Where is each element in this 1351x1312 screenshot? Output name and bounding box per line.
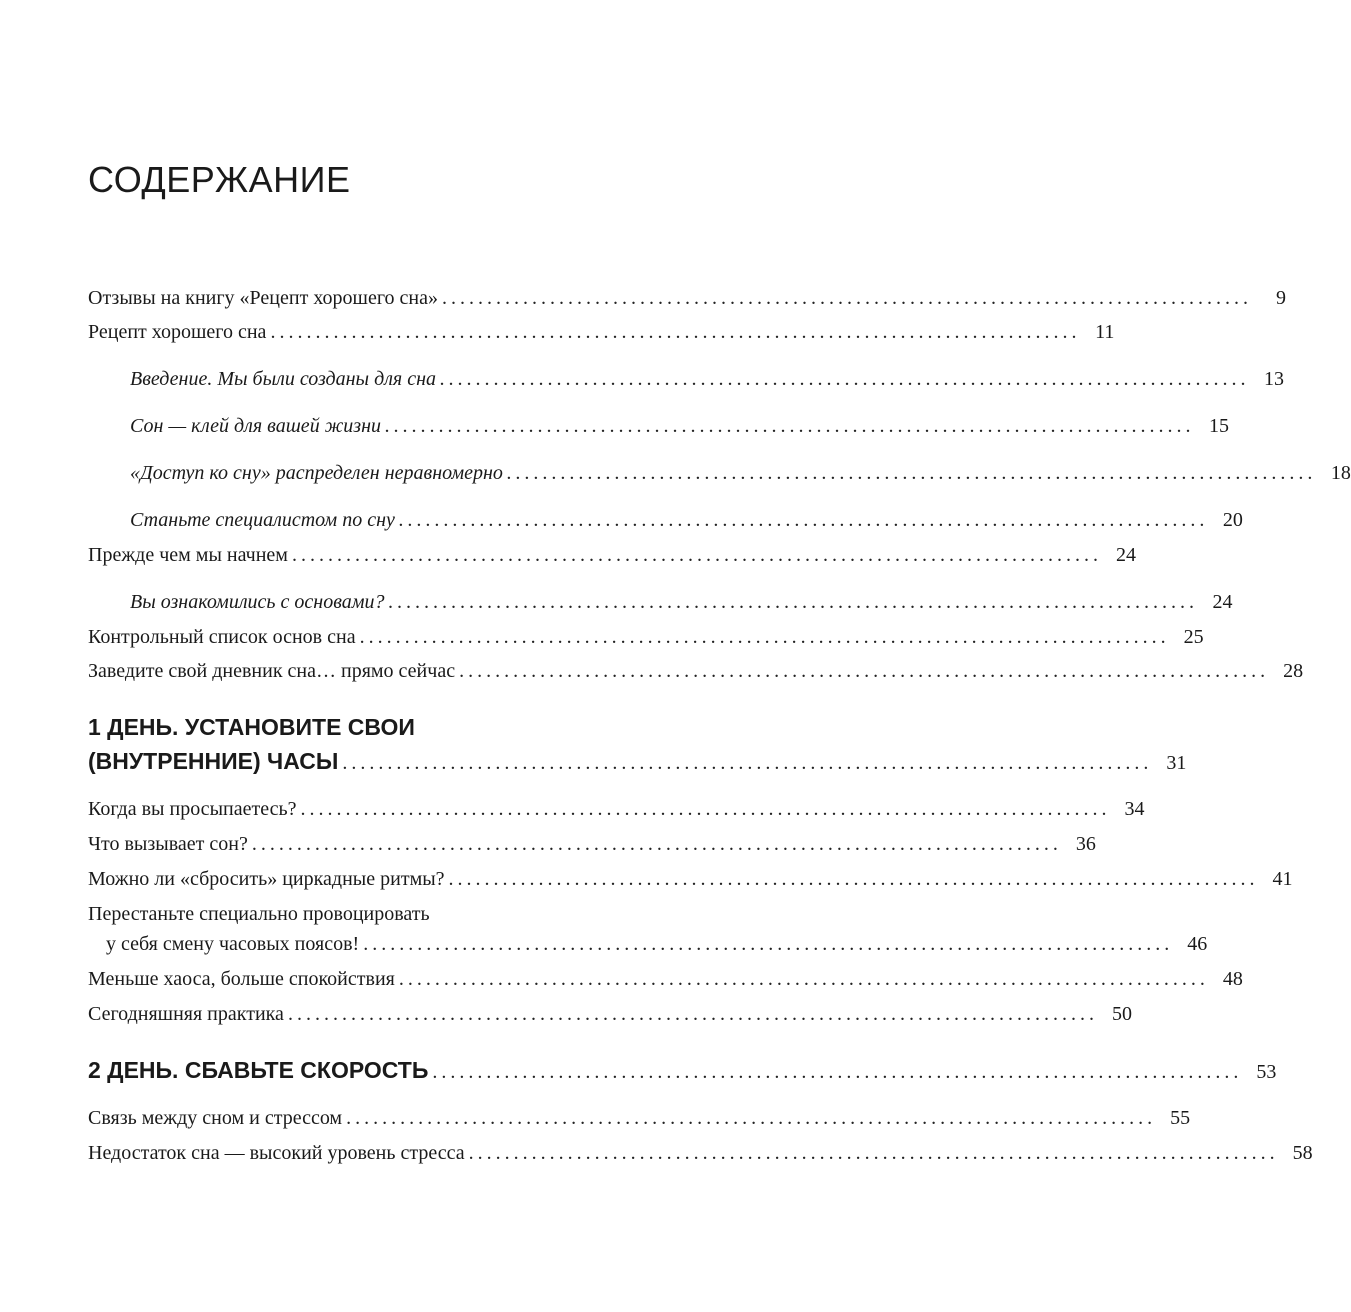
toc-leader-dots: .......................................................................................... — [506, 462, 1317, 484]
toc-leader-dots: .......................................................................................... — [440, 368, 1251, 390]
toc-leader-dots: .......................................................................................... — [468, 1142, 1279, 1164]
toc-entry-page: 24 — [1212, 591, 1233, 613]
toc-entry-page: 15 — [1209, 415, 1230, 437]
toc-entry-page: 58 — [1292, 1142, 1313, 1164]
toc-leader-dots: .......................................................................................... — [459, 660, 1270, 682]
toc-leader-dots: .......................................................................................... — [359, 626, 1170, 648]
toc-leader-dots: .......................................................................................... — [251, 833, 1062, 855]
toc-entry-page: 25 — [1183, 626, 1204, 648]
toc-leader-dots: .......................................................................................... — [291, 544, 1102, 566]
toc-entry-label: Заведите свой дневник сна… прямо сейчас — [88, 660, 456, 682]
toc-entry[interactable] — [88, 999, 1132, 1029]
toc-subentry[interactable] — [130, 458, 1351, 488]
toc-entry-page: 41 — [1272, 868, 1293, 890]
toc-entry[interactable] — [88, 317, 1115, 347]
toc-leader-dots: .......................................................................................... — [300, 798, 1111, 820]
toc-entry-label: Связь между сном и стрессом — [88, 1107, 343, 1129]
toc-entry-page: 24 — [1115, 544, 1136, 566]
toc-entry-label: Что вызывает сон? — [88, 833, 248, 855]
toc-entry[interactable] — [106, 929, 1208, 959]
toc-entry[interactable] — [88, 283, 1286, 313]
toc-entry-page: 20 — [1222, 509, 1243, 531]
toc-entry-page: 46 — [1187, 933, 1208, 955]
toc-subentry[interactable] — [130, 587, 1233, 617]
toc-entry-label: Меньше хаоса, больше спокойствия — [88, 968, 395, 990]
toc-entry[interactable] — [88, 540, 1136, 570]
toc-entry[interactable] — [88, 1138, 1313, 1168]
toc-leader-dots: .......................................................................................... — [398, 968, 1209, 990]
toc-entry-label: Сегодняшняя практика — [88, 1003, 284, 1025]
toc-entry-page: 48 — [1222, 968, 1243, 990]
toc-entry-label: Вы ознакомились с основами? — [130, 591, 385, 613]
toc-entry-label: «Доступ ко сну» распределен неравномерно — [130, 462, 503, 484]
toc-leader-dots: .......................................................................................... — [346, 1107, 1157, 1129]
toc-entry-page: 50 — [1111, 1003, 1132, 1025]
toc-entry-page: 18 — [1330, 462, 1351, 484]
toc-leader-dots: .......................................................................................... — [385, 415, 1196, 437]
toc-leader-dots: .......................................................................................... — [342, 752, 1153, 774]
toc-subentry[interactable] — [130, 411, 1230, 441]
toc-entry[interactable] — [88, 864, 1293, 894]
toc-entry-page: 31 — [1166, 752, 1187, 774]
toc-entry[interactable] — [88, 964, 1243, 994]
toc-chapter-2[interactable] — [88, 1055, 1277, 1085]
toc-entry-page: 36 — [1075, 833, 1096, 855]
toc-entry[interactable] — [88, 829, 1096, 859]
toc-entry-label: Станьте специалистом по сну — [130, 509, 395, 531]
toc-entry-page: 11 — [1095, 321, 1115, 343]
toc-entry-label: Можно ли «сбросить» циркадные ритмы? — [88, 868, 445, 890]
toc-leader-dots: .......................................................................................... — [287, 1003, 1098, 1025]
toc-entry-label: Рецепт хорошего сна — [88, 321, 267, 343]
toc-entry-label: Введение. Мы были созданы для сна — [130, 368, 437, 390]
toc-entry-page: 13 — [1264, 368, 1285, 390]
toc-entry-page: 9 — [1276, 287, 1286, 309]
toc-entry-page: 34 — [1124, 798, 1145, 820]
toc-entry-label: Отзывы на книгу «Рецепт хорошего сна» — [88, 287, 438, 309]
toc-leader-dots: .......................................................................................... — [388, 591, 1199, 613]
toc-entry[interactable] — [88, 622, 1204, 652]
toc-entry-label-line1: Перестаньте специально провоцировать — [88, 903, 430, 925]
page-title: СОДЕРЖАНИЕ — [88, 159, 351, 200]
toc-entry-label: Контрольный список основ сна — [88, 626, 356, 648]
toc-leader-dots: .......................................................................................... — [398, 509, 1209, 531]
toc-leader-dots: .......................................................................................... — [270, 321, 1081, 343]
toc-leader-dots: .......................................................................................... — [432, 1061, 1243, 1083]
toc-subentry[interactable] — [130, 364, 1285, 394]
chapter-2-title: 2 ДЕНЬ. СБАВЬТЕ СКОРОСТЬ — [88, 1057, 429, 1083]
toc-entry[interactable] — [88, 1103, 1191, 1133]
toc-entry-page: 28 — [1283, 660, 1304, 682]
toc-leader-dots: .......................................................................................... — [363, 933, 1174, 955]
chapter-1-title-line2: (ВНУТРЕННИЕ) ЧАСЫ — [88, 748, 339, 774]
toc-leader-dots: .......................................................................................... — [442, 287, 1252, 309]
chapter-1-title-line1: 1 ДЕНЬ. УСТАНОВИТЕ СВОИ — [88, 714, 415, 740]
toc-entry-label: Прежде чем мы начнем — [88, 544, 288, 566]
toc-entry[interactable] — [88, 656, 1304, 686]
toc-entry-page: 53 — [1256, 1061, 1277, 1083]
toc-chapter-1[interactable] — [88, 746, 1187, 776]
toc-entry-page: 55 — [1170, 1107, 1191, 1129]
toc-entry-label: Когда вы просыпаетесь? — [88, 798, 297, 820]
toc-entry-label: Недостаток сна — высокий уровень стресса — [88, 1142, 465, 1164]
toc-entry-label: Сон — клей для вашей жизни — [130, 415, 382, 437]
toc-subentry[interactable] — [130, 505, 1243, 535]
toc-entry[interactable] — [88, 794, 1145, 824]
toc-entry-label: у себя смену часовых поясов! — [106, 933, 360, 955]
toc-leader-dots: .......................................................................................... — [448, 868, 1259, 890]
